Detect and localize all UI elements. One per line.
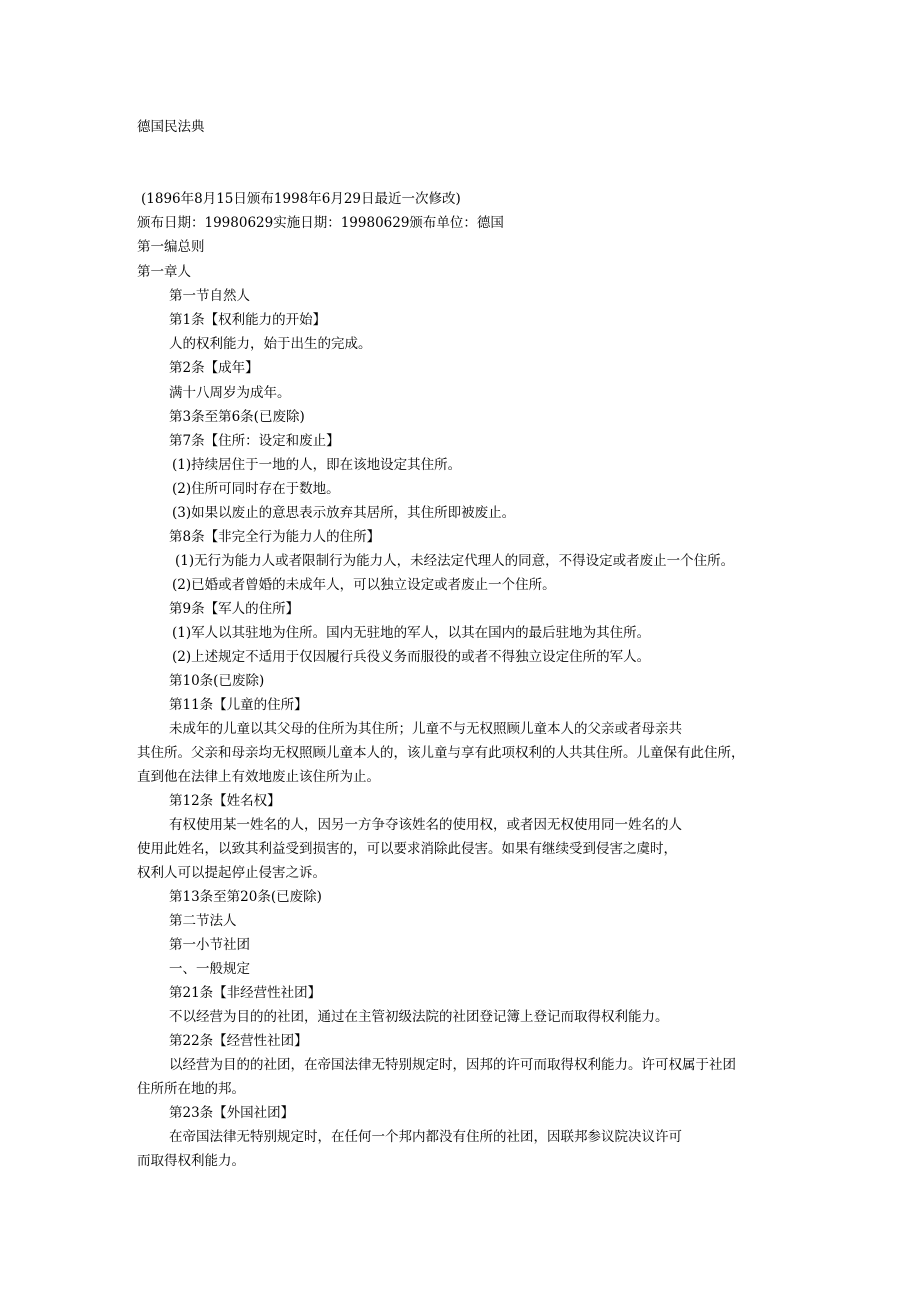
- article-clause: (2)住所可同时存在于数地。: [172, 481, 340, 497]
- article-heading: 第13条至第20条(已废除): [169, 889, 322, 905]
- article-text: 以经营为目的的社团，在帝国法律无特别规定时，因邦的许可而取得权利能力。许可权属于社团: [169, 1057, 736, 1073]
- article-heading: 第9条【军人的住所】: [169, 601, 300, 617]
- article-text: 使用此姓名，以致其利益受到损害的，可以要求消除此侵害。如果有继续受到侵害之虞时，: [137, 841, 677, 857]
- article-clause: (1)持续居住于一地的人，即在该地设定其住所。: [172, 457, 462, 473]
- section-heading: 第二节法人: [169, 913, 237, 929]
- article-text: 满十八周岁为成年。: [169, 385, 291, 401]
- article-heading: 第23条【外国社团】: [169, 1105, 295, 1121]
- article-heading: 第11条【儿童的住所】: [169, 697, 308, 713]
- article-text: 而取得权利能力。: [137, 1153, 245, 1169]
- article-text: 直到他在法律上有效地废止该住所为止。: [137, 769, 380, 785]
- article-text: 权利人可以提起停止侵害之诉。: [137, 865, 326, 881]
- article-text: 未成年的儿童以其父母的住所为其住所；儿童不与无权照顾儿童本人的父亲或者母亲共: [169, 721, 682, 737]
- article-heading: 第7条【住所：设定和废止】: [169, 433, 340, 449]
- promulgation-info: 颁布日期：19980629实施日期：19980629颁布单位：德国: [137, 215, 504, 231]
- part-heading: 一、一般规定: [169, 961, 250, 977]
- article-heading: 第8条【非完全行为能力人的住所】: [169, 529, 381, 545]
- article-heading: 第1条【权利能力的开始】: [169, 312, 327, 328]
- article-clause: (2)上述规定不适用于仅因履行兵役义务而服役的或者不得独立设定住所的军人。: [172, 649, 651, 665]
- article-text: 不以经营为目的的社团，通过在主管初级法院的社团登记簿上登记而取得权利能力。: [169, 1009, 669, 1025]
- article-text: 人的权利能力，始于出生的完成。: [169, 336, 372, 352]
- article-heading: 第10条(已废除): [169, 673, 265, 689]
- article-clause: (2)已婚或者曾婚的未成年人，可以独立设定或者废止一个住所。: [172, 577, 556, 593]
- article-text: 有权使用某一姓名的人，因另一方争夺该姓名的使用权，或者因无权使用同一姓名的人: [169, 817, 682, 833]
- article-clause: (3)如果以废止的意思表示放弃其居所，其住所即被废止。: [172, 505, 516, 521]
- subsection-heading: 第一小节社团: [169, 937, 250, 953]
- article-heading: 第3条至第6条(已废除): [169, 409, 305, 425]
- article-heading: 第21条【非经营性社团】: [169, 985, 322, 1001]
- section-heading: 第一节自然人: [169, 288, 250, 304]
- article-heading: 第22条【经营性社团】: [169, 1033, 308, 1049]
- article-text: 在帝国法律无特别规定时，在任何一个邦内都没有住所的社团，因联邦参议院决议许可: [169, 1129, 682, 1145]
- article-text: 其住所。父亲和母亲均无权照顾儿童本人的，该儿童与享有此项权利的人共其住所。儿童保有此住所，: [137, 745, 745, 761]
- promulgation-note: (1896年8月15日颁布1998年6月29日最近一次修改): [141, 191, 461, 207]
- book-heading: 第一编总则: [137, 239, 205, 255]
- article-text: 住所所在地的邦。: [137, 1081, 245, 1097]
- article-heading: 第2条【成年】: [169, 360, 259, 376]
- article-clause: (1)无行为能力人或者限制行为能力人，未经法定代理人的同意，不得设定或者废止一个住所。: [175, 553, 735, 569]
- article-clause: (1)军人以其驻地为住所。国内无驻地的军人，以其在国内的最后驻地为其住所。: [172, 625, 651, 641]
- document-title: 德国民法典: [137, 119, 205, 135]
- chapter-heading: 第一章人: [137, 264, 191, 280]
- article-heading: 第12条【姓名权】: [169, 793, 281, 809]
